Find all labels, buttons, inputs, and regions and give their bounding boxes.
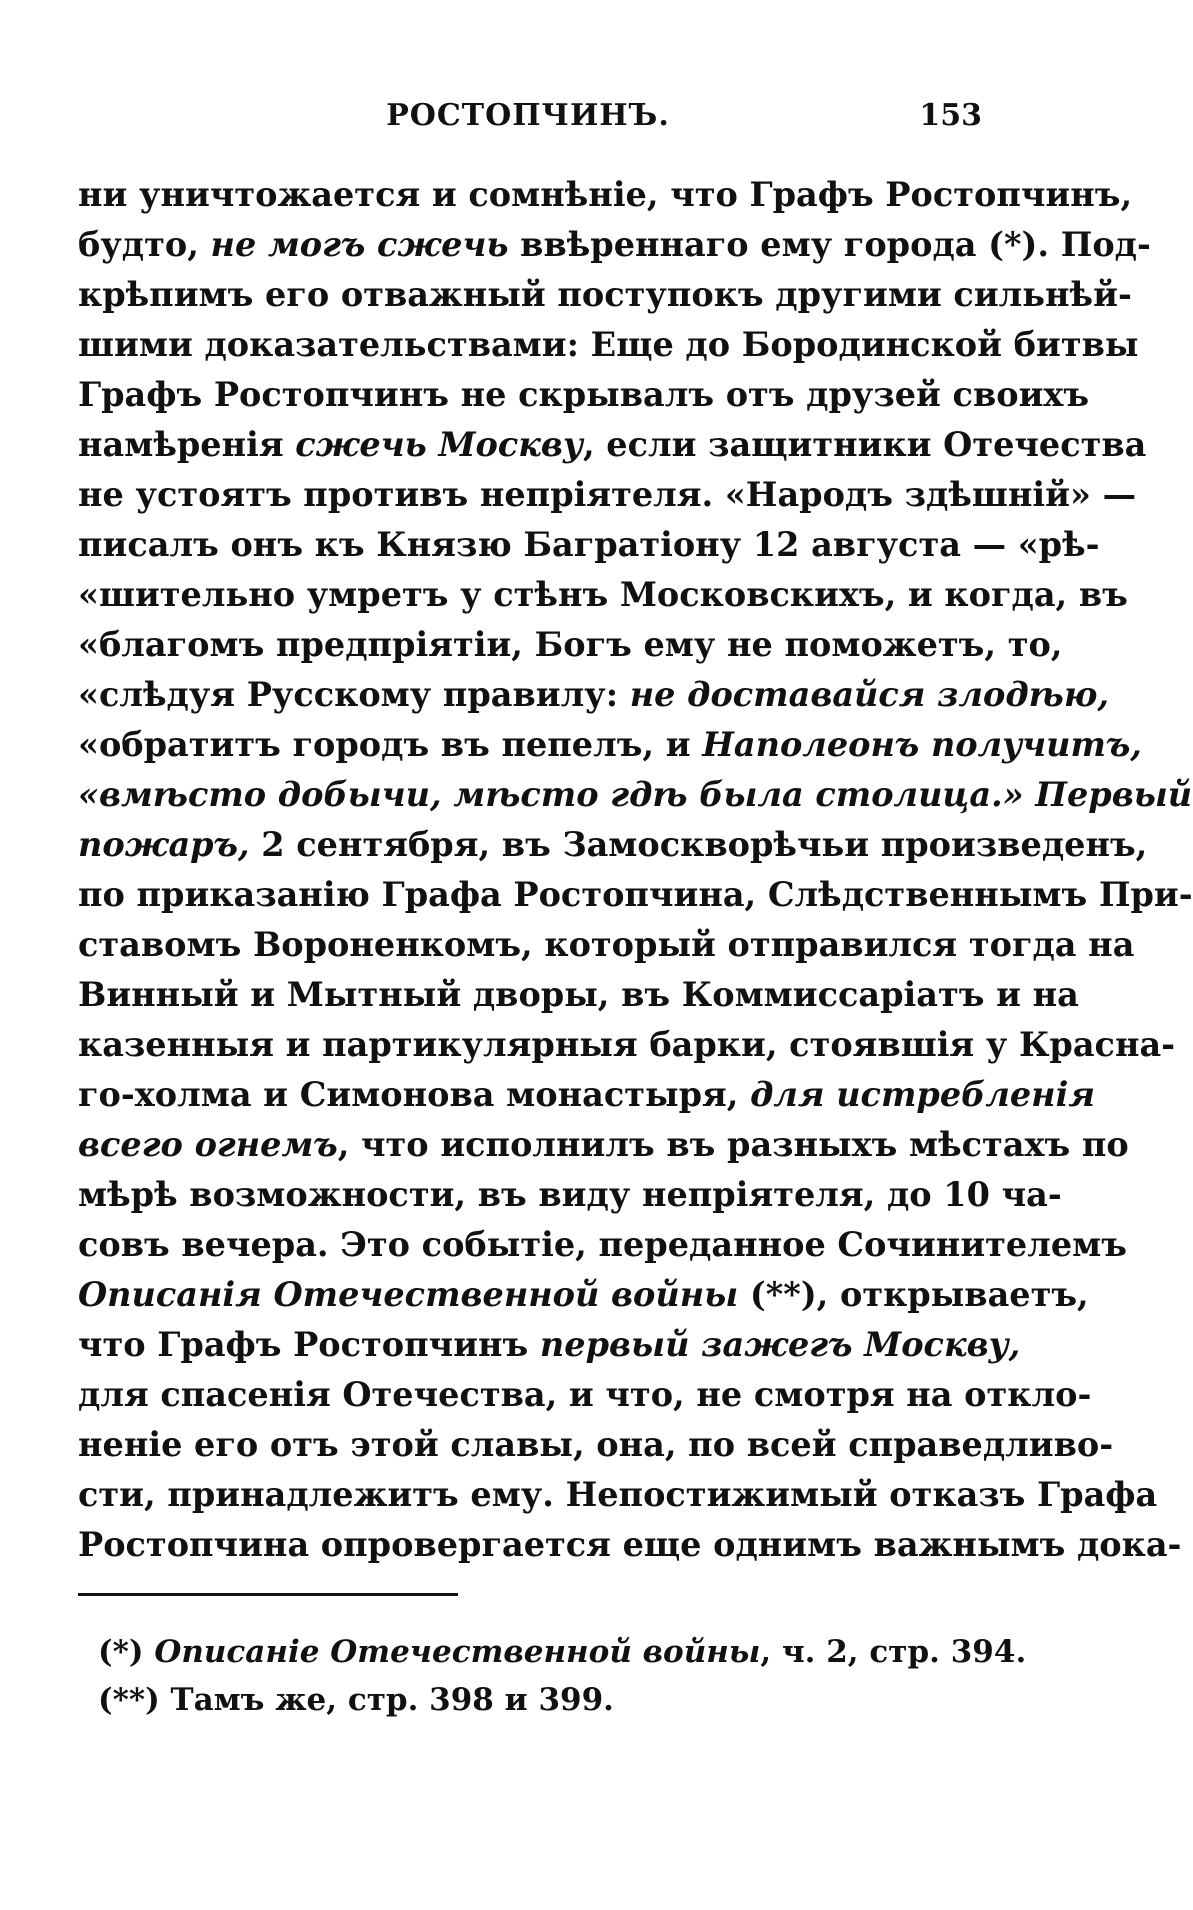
text-line-segment: мѣрѣ возможности, въ виду непріятеля, до 10 ча- [78, 1175, 1062, 1214]
text-line-segment: для спасенія Отечества, и что, не смотря на откло- [78, 1375, 1092, 1414]
text-line-segment: ввѣреннаго ему города (*). Под- [508, 225, 1151, 264]
text-line [78, 1020, 1176, 1070]
text-line [78, 920, 1135, 970]
text-line-segment: ставомъ Вороненкомъ, который отправился тогда на [78, 925, 1135, 964]
text-line [78, 320, 1139, 370]
footnote [98, 1676, 938, 1724]
text-line [78, 370, 1090, 420]
text-line [78, 220, 1151, 270]
text-line [78, 870, 1193, 920]
footnote-divider [78, 1593, 458, 1596]
text-line [78, 270, 1132, 320]
text-line-segment: Ростопчина опровергается еще однимъ важнымъ дока- [78, 1525, 1182, 1564]
footnote [98, 1628, 1027, 1676]
text-line-segment: что Графъ Ростопчинъ [78, 1325, 540, 1364]
text-line [78, 170, 1133, 220]
text-line-segment: «слѣдуя Русскому правилу: [78, 675, 630, 714]
text-line-segment: казенныя и партикулярныя барки, стоявшія у Красна- [78, 1025, 1176, 1064]
text-line [78, 520, 1100, 570]
text-line-segment: крѣпимъ его отважный поступокъ другими сильнѣй- [78, 275, 1132, 314]
text-line [78, 1170, 1062, 1220]
text-line-segment: для истребленія [750, 1075, 1095, 1114]
text-line-segment: всего огнемъ [78, 1125, 338, 1164]
text-line [78, 820, 1148, 870]
text-line-segment: го-холма и Симонова монастыря, [78, 1075, 751, 1114]
text-line-segment: , что исполнилъ въ разныхъ мѣстахъ по [337, 1125, 1129, 1164]
text-line [78, 470, 1137, 520]
footnote-segment: Описаніе Отечественной войны [154, 1634, 761, 1670]
text-line-segment: первый зажегъ Москву, [539, 1325, 1021, 1364]
running-head-title: РОСТОПЧИНЪ. [386, 98, 670, 133]
text-line-segment: Описанія Отечественной войны [78, 1275, 739, 1314]
text-line-segment: Наполеонъ получитъ, [702, 725, 1142, 764]
text-line [78, 970, 1079, 1020]
text-line-segment: «вмѣсто добычи, мѣсто гдѣ была столица.» Первый [78, 775, 1193, 814]
text-line-segment: не устоятъ противъ непріятеля. «Народъ здѣшній» — [78, 475, 1137, 514]
text-line-segment: сжечь Москву [295, 425, 583, 464]
text-line [78, 1370, 1092, 1420]
text-line [78, 670, 1110, 720]
text-line [78, 420, 1147, 470]
text-line-segment: «благомъ предпріятіи, Богъ ему не поможетъ, то, [78, 625, 1063, 664]
text-line-segment: «обратитъ городъ въ пепелъ, и [78, 725, 703, 764]
text-line [78, 1520, 1182, 1570]
text-line [78, 1320, 1021, 1370]
body-text [78, 170, 1193, 1570]
text-line [78, 770, 1193, 820]
text-line [78, 720, 1142, 770]
text-line-segment: (**), открываетъ, [738, 1275, 1089, 1314]
text-line [78, 570, 1128, 620]
text-line-segment: 2 сентября, въ Замоскворѣчьи произведенъ, [249, 825, 1148, 864]
text-line [78, 620, 1063, 670]
text-line-segment: , если защитники Отечества [582, 425, 1147, 464]
footnote-segment: , ч. 2, стр. 394. [760, 1634, 1027, 1670]
text-line-segment: сти, принадлежитъ ему. Непостижимый отказъ Графа [78, 1475, 1158, 1514]
text-line-segment: Винный и Мытный дворы, въ Коммиссаріатъ и на [78, 975, 1079, 1014]
text-line-segment: пожаръ, [78, 825, 250, 864]
text-line [78, 1420, 1114, 1470]
text-line [78, 1470, 1158, 1520]
footnote-segment: (*) [98, 1634, 155, 1670]
text-line-segment: не могъ сжечь [210, 225, 509, 264]
text-line-segment: намѣренія [78, 425, 296, 464]
text-line-segment: совъ вечера. Это событіе, переданное Сочинителемъ [78, 1225, 1127, 1264]
text-line-segment: неніе его отъ этой славы, она, по всей справедливо- [78, 1425, 1114, 1464]
text-line-segment: шими доказательствами: Еще до Бородинской битвы [78, 325, 1139, 364]
text-line-segment: «шительно умретъ у стѣнъ Московскихъ, и когда, въ [78, 575, 1128, 614]
page-number: 153 [919, 98, 982, 133]
footnotes [98, 1628, 1027, 1724]
text-line-segment: ни уничтожается и сомнѣніе, что Графъ Ростопчинъ, [78, 175, 1133, 214]
text-line [78, 1070, 1095, 1120]
text-line-segment: по приказанію Графа Ростопчина, Слѣдственнымъ При- [78, 875, 1193, 914]
footnote-segment: (**) Тамъ же, стр. 398 и 399. [98, 1682, 614, 1718]
text-line [78, 1270, 1089, 1320]
running-head [78, 98, 982, 138]
text-line [78, 1120, 1129, 1170]
text-line-segment: Графъ Ростопчинъ не скрывалъ отъ друзей своихъ [78, 375, 1090, 414]
text-line [78, 1220, 1127, 1270]
text-line-segment: не доставайся злодѣю, [629, 675, 1110, 714]
text-line-segment: будто, [78, 225, 211, 264]
text-line-segment: писалъ онъ къ Князю Багратіону 12 августа — «рѣ- [78, 525, 1100, 564]
